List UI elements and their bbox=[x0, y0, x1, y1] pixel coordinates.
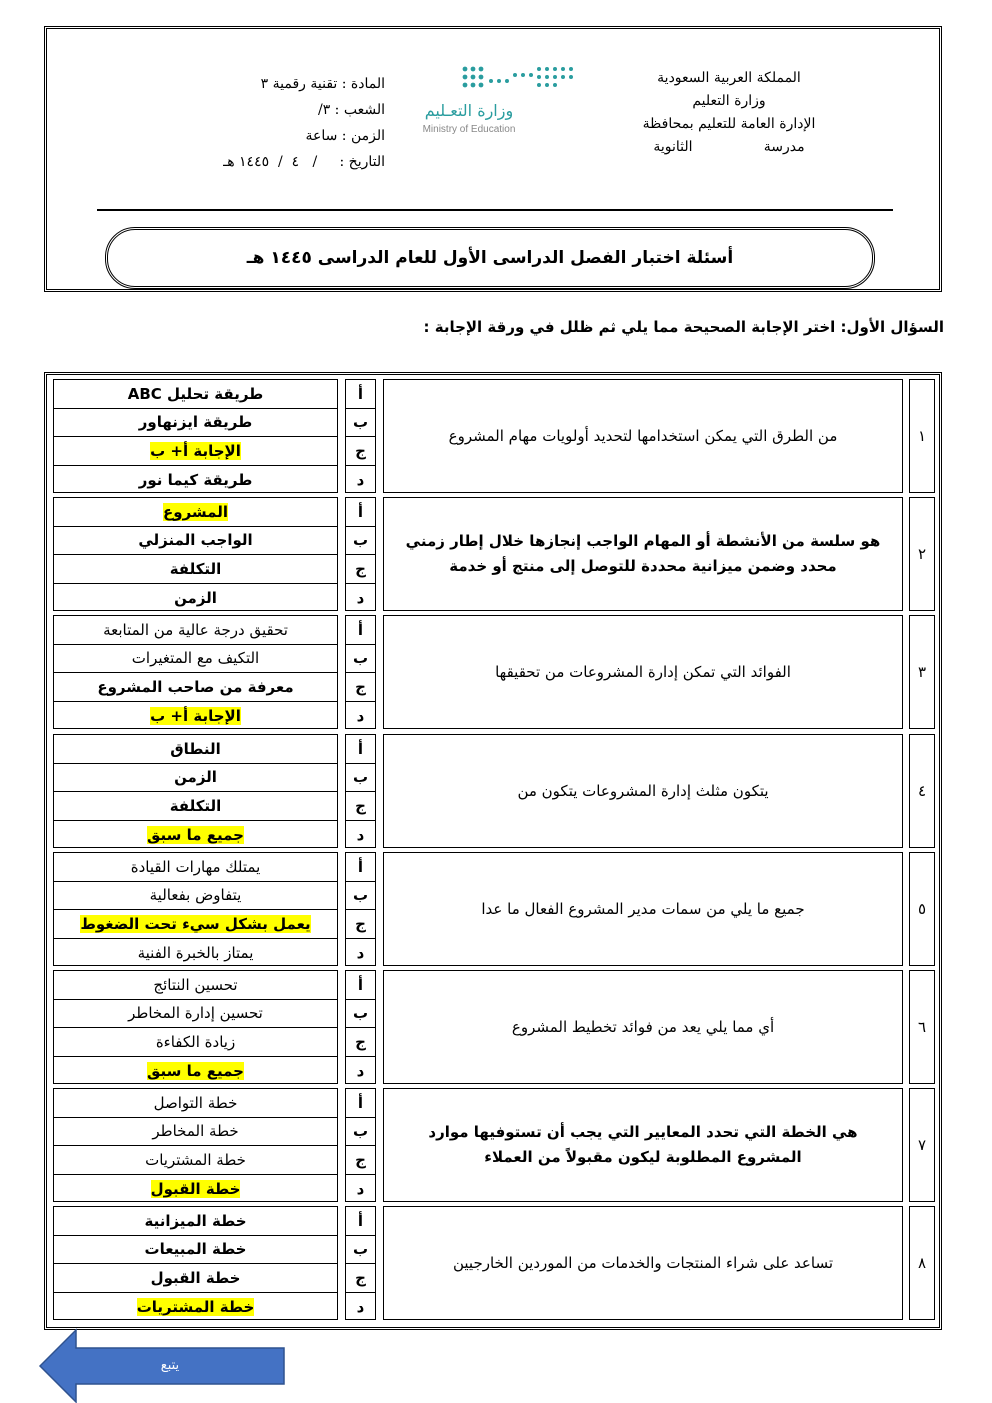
directorate-line: الإدارة العامة للتعليم بمحافظة bbox=[642, 116, 816, 132]
answer-option-text: معرفة من صاحب المشروع bbox=[97, 677, 294, 696]
option-letter: ج bbox=[346, 673, 375, 702]
answer-option[interactable] bbox=[54, 971, 337, 1000]
answer-option[interactable] bbox=[54, 1146, 337, 1175]
option-letter: أ bbox=[346, 971, 375, 1000]
correct-answer-text: المشروع bbox=[163, 502, 228, 521]
answer-option[interactable] bbox=[54, 939, 337, 968]
answer-option[interactable] bbox=[54, 555, 337, 584]
question-text: جميع ما يلي من سمات مدير المشروع الفعال ما عدا bbox=[383, 852, 903, 966]
correct-answer-text: خطة المشتريات bbox=[136, 1297, 255, 1316]
school-line: مدرسة الثانوية bbox=[653, 139, 805, 155]
answer-option-text: خطة القبول bbox=[150, 1268, 241, 1287]
answer-option-text: يمتلك مهارات القيادة bbox=[130, 857, 261, 876]
option-letter: ج bbox=[346, 1028, 375, 1057]
answer-option[interactable] bbox=[54, 764, 337, 793]
options-column bbox=[53, 615, 338, 729]
answer-option-text: زيادة الكفاءة bbox=[155, 1032, 236, 1051]
option-letter: ب bbox=[346, 882, 375, 911]
question-one-heading: السؤال الأول: اختر الإجابة الصحيحة مما يلي ثم ظلل في ورقة الإجابة : bbox=[423, 318, 944, 336]
option-letter: أ bbox=[346, 735, 375, 764]
options-column bbox=[53, 852, 338, 966]
answer-option[interactable] bbox=[54, 616, 337, 645]
question-number: ٢ bbox=[909, 497, 935, 611]
answer-option-text: التكلفة bbox=[169, 796, 222, 815]
logo-english-text: Ministry of Education bbox=[422, 124, 516, 135]
correct-answer-text: الإجابة أ+ ب bbox=[150, 706, 241, 725]
answer-option-text: تحسين إدارة المخاطر bbox=[128, 1004, 263, 1023]
question-number: ٣ bbox=[909, 615, 935, 729]
option-letters-column bbox=[345, 615, 376, 729]
question-number: ١ bbox=[909, 379, 935, 493]
option-letter: ب bbox=[346, 1236, 375, 1265]
question-number: ٦ bbox=[909, 970, 935, 1084]
questions-table bbox=[44, 372, 942, 1330]
option-letter: د bbox=[356, 470, 365, 489]
country-line: المملكة العربية السعودية bbox=[657, 70, 801, 86]
question-text: من الطرق التي يمكن استخدامها لتحديد أولويات مهام المشروع bbox=[383, 379, 903, 493]
answer-option-text: طريقة تحليل ABC bbox=[127, 384, 264, 403]
question-text: أي مما يلي يعد من فوائد تخطيط المشروع bbox=[383, 970, 903, 1084]
option-letters-column bbox=[345, 379, 376, 493]
answer-option[interactable] bbox=[54, 584, 337, 613]
answer-option[interactable] bbox=[54, 645, 337, 674]
logo-dots-icon bbox=[405, 61, 585, 101]
option-letter: ب bbox=[346, 764, 375, 793]
answer-option[interactable] bbox=[54, 1236, 337, 1265]
option-letter: ج bbox=[346, 910, 375, 939]
answer-option[interactable] bbox=[54, 409, 337, 438]
answer-option-text: تحسين النتائج bbox=[153, 975, 238, 994]
option-letter: د bbox=[356, 943, 365, 962]
answer-option[interactable] bbox=[54, 1028, 337, 1057]
options-column bbox=[53, 970, 338, 1084]
option-letter: أ bbox=[346, 853, 375, 882]
option-letter: د bbox=[356, 706, 365, 725]
answer-option[interactable] bbox=[54, 498, 337, 527]
option-letter: د bbox=[356, 1179, 365, 1198]
correct-answer-text: الإجابة أ+ ب bbox=[150, 441, 241, 460]
answer-option[interactable] bbox=[54, 910, 337, 939]
option-letter: ب bbox=[346, 409, 375, 438]
option-letter: د bbox=[356, 588, 365, 607]
header-divider bbox=[97, 209, 893, 211]
option-letters-column bbox=[345, 734, 376, 848]
answer-option-text: خطة التواصل bbox=[153, 1093, 238, 1112]
answer-option-text: التكيف مع المتغيرات bbox=[131, 649, 260, 668]
option-letter: ج bbox=[346, 1146, 375, 1175]
answer-option[interactable] bbox=[54, 1057, 337, 1086]
correct-answer-text: خطة القبول bbox=[150, 1179, 241, 1198]
answer-option-text: تحقيق درجة عالية من المتابعة bbox=[103, 620, 288, 639]
answer-option[interactable] bbox=[54, 735, 337, 764]
option-letter: ب bbox=[346, 1118, 375, 1147]
answer-option[interactable] bbox=[54, 1264, 337, 1293]
answer-option-text: خطة المخاطر bbox=[152, 1122, 239, 1141]
options-column bbox=[53, 1088, 338, 1202]
option-letters-column bbox=[345, 497, 376, 611]
answer-option-text: خطة المبيعات bbox=[144, 1240, 247, 1259]
answer-option-text: خطة الميزانية bbox=[144, 1211, 247, 1230]
answer-option[interactable] bbox=[54, 466, 337, 495]
correct-answer-text: يعمل بشكل سيء تحت الضغوط bbox=[80, 914, 311, 933]
option-letter: ب bbox=[346, 527, 375, 556]
option-letter: ج bbox=[346, 437, 375, 466]
answer-option-text: خطة المشتريات bbox=[145, 1150, 246, 1169]
question-number: ٨ bbox=[909, 1206, 935, 1320]
answer-option[interactable] bbox=[54, 1000, 337, 1029]
option-letter: ج bbox=[346, 555, 375, 584]
option-letter: أ bbox=[346, 1089, 375, 1118]
institution-block bbox=[619, 67, 839, 159]
next-page-label: يتبع bbox=[160, 1358, 180, 1373]
question-number: ٤ bbox=[909, 734, 935, 848]
question-number: ٧ bbox=[909, 1088, 935, 1202]
answer-option[interactable] bbox=[54, 1175, 337, 1204]
answer-option[interactable] bbox=[54, 1293, 337, 1322]
answer-option[interactable] bbox=[54, 1207, 337, 1236]
exam-info-block bbox=[155, 71, 385, 175]
answer-option[interactable] bbox=[54, 1089, 337, 1118]
answer-option[interactable] bbox=[54, 437, 337, 466]
question-text: الفوائد التي تمكن إدارة المشروعات من تحقيقها bbox=[383, 615, 903, 729]
logo-arabic-text: وزارة التعـليم bbox=[424, 101, 514, 120]
options-column bbox=[53, 379, 338, 493]
answer-option[interactable] bbox=[54, 673, 337, 702]
question-text: هي الخطة التي تحدد المعايير التي يجب أن تستوفيها موارد المشروع المطلوبة ليكون مقبولاً من العملاء bbox=[383, 1088, 903, 1202]
date-line: التاريخ : / ٤ / ١٤٤٥ هـ bbox=[223, 154, 385, 170]
answer-option-text: الزمن bbox=[174, 588, 217, 607]
option-letter: د bbox=[356, 825, 365, 844]
section-line: الشعب : ٣/ bbox=[317, 102, 385, 118]
question-text: هو سلسة من الأنشطة أو المهام الواجب إنجازها خلال إطار زمني محدد وضمن ميزانية محددة للتوصل إلى منتج أو خدمة bbox=[383, 497, 903, 611]
option-letter: أ bbox=[346, 498, 375, 527]
answer-option[interactable] bbox=[54, 821, 337, 850]
option-letter: ب bbox=[346, 1000, 375, 1029]
options-column bbox=[53, 497, 338, 611]
answer-option-text: يمتاز بالخبرة الفنية bbox=[137, 943, 254, 962]
answer-option[interactable] bbox=[54, 792, 337, 821]
option-letters-column bbox=[345, 970, 376, 1084]
answer-option[interactable] bbox=[54, 380, 337, 409]
answer-option-text: النطاق bbox=[170, 739, 221, 758]
ministry-logo bbox=[405, 61, 585, 141]
question-text: تساعد على شراء المنتجات والخدمات من الموردين الخارجيين bbox=[383, 1206, 903, 1320]
answer-option[interactable] bbox=[54, 527, 337, 556]
answer-option-text: طريقة كيما نور bbox=[138, 470, 253, 489]
options-column bbox=[53, 734, 338, 848]
option-letter: أ bbox=[346, 1207, 375, 1236]
answer-option-text: الواجب المنزلي bbox=[138, 531, 253, 550]
duration-line: الزمن : ساعة bbox=[305, 128, 385, 144]
options-column bbox=[53, 1206, 338, 1320]
option-letter: ج bbox=[346, 1264, 375, 1293]
option-letter: ج bbox=[346, 792, 375, 821]
question-number: ٥ bbox=[909, 852, 935, 966]
answer-option[interactable] bbox=[54, 882, 337, 911]
option-letter: د bbox=[356, 1061, 365, 1080]
option-letter: د bbox=[356, 1297, 365, 1316]
answer-option-text: التكلفة bbox=[169, 559, 222, 578]
answer-option[interactable] bbox=[54, 1118, 337, 1147]
answer-option-text: الزمن bbox=[174, 768, 217, 787]
answer-option-text: يتفاوض بفعالية bbox=[149, 886, 242, 905]
answer-option[interactable] bbox=[54, 702, 337, 731]
option-letter: أ bbox=[346, 380, 375, 409]
correct-answer-text: جميع ما سبق bbox=[147, 825, 244, 844]
correct-answer-text: جميع ما سبق bbox=[147, 1061, 244, 1080]
option-letters-column bbox=[345, 1206, 376, 1320]
option-letter: ب bbox=[346, 645, 375, 674]
option-letters-column bbox=[345, 852, 376, 966]
option-letter: أ bbox=[346, 616, 375, 645]
answer-option-text: طريقة ايزنهاور bbox=[138, 413, 253, 432]
option-letters-column bbox=[345, 1088, 376, 1202]
subject-line: المادة : تقنية رقمية ٣ bbox=[260, 76, 385, 92]
header-box bbox=[44, 26, 942, 292]
question-text: يتكون مثلث إدارة المشروعات يتكون من bbox=[383, 734, 903, 848]
answer-option[interactable] bbox=[54, 853, 337, 882]
exam-title: أسئلة اختبار الفصل الدراسى الأول للعام الدراسى ١٤٤٥ هـ bbox=[105, 227, 875, 289]
ministry-line: وزارة التعليم bbox=[692, 93, 766, 109]
